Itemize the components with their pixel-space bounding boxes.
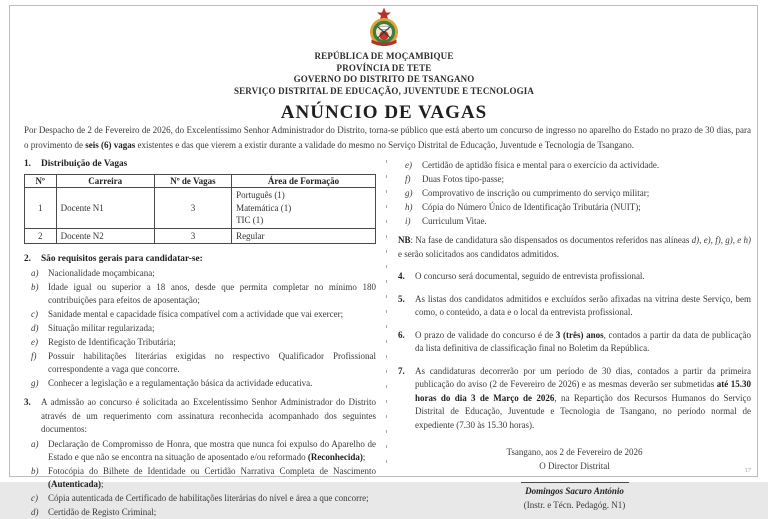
- table-header-row: [25, 175, 376, 188]
- cell-area: [232, 228, 376, 244]
- list-item: [24, 267, 376, 280]
- item-letter: f): [31, 351, 37, 361]
- item-text: Possuir habilitações literárias exigidas no respectivo Qualificador Profissional correspondente a vaga que concorre.: [48, 351, 376, 374]
- list-item: [24, 492, 376, 505]
- section-6-text-post: , contados a partir da data de publicação da lista definitiva de classificação final no Boletim da República.: [415, 329, 751, 353]
- section-4-text: O concurso será documental, seguido de entrevista profissional.: [415, 271, 645, 281]
- page-number: 17: [744, 467, 751, 474]
- section-7-text: [415, 365, 751, 433]
- cell-numero: 1: [25, 188, 57, 229]
- section-6-text-pre: O prazo de validade do concurso é de: [415, 329, 556, 340]
- org-line-republic: REPÚBLICA DE MOÇAMBIQUE: [314, 51, 454, 61]
- list-item: [398, 187, 751, 200]
- list-item: [24, 336, 376, 349]
- item-text: Duas Fotos tipo-passe;: [422, 174, 504, 184]
- section-7-number: 7.: [398, 365, 405, 376]
- item-letter: a): [31, 268, 39, 278]
- signature-name: Domingos Sacuro António: [525, 486, 624, 496]
- item-letter: a): [31, 438, 39, 449]
- item-letter: g): [31, 378, 39, 388]
- area-line: Regular: [236, 230, 265, 241]
- section-3-intro: A admissão ao concurso é solicitada ao Excelentíssimo Senhor Administrador do Distrito através de um requerimento com assinatura reconhecida acompanhado dos seguintes documentos:: [41, 397, 376, 434]
- item-text-bold: (Reconhecida): [307, 451, 363, 462]
- area-line: Matemática (1): [236, 202, 292, 213]
- item-text: Conhecer a legislação e a regulamentação básica da actividade educativa.: [48, 378, 313, 388]
- column-divider: [386, 160, 387, 470]
- signature-place-date: Tsangano, aos 2 de Fevereiro de 2026: [506, 447, 643, 457]
- section-5-number: 5.: [398, 293, 405, 304]
- document-title: ANÚNCIO DE VAGAS: [280, 102, 488, 123]
- mozambique-coat-of-arms-emblem: [367, 7, 401, 49]
- section-4-paragraph: [398, 270, 751, 284]
- section-1-title: Distribuição de Vagas: [41, 159, 128, 169]
- list-item: [24, 308, 376, 321]
- item-text: Sanidade mental e capacidade física compatível com a actividade que vai exercer;: [48, 309, 344, 319]
- item-text: Curriculum Vitae.: [422, 216, 487, 226]
- col-header-numero: Nº: [25, 175, 57, 188]
- list-item: [24, 281, 376, 307]
- section-2-title: São requisitos gerais para candidatar-se:: [41, 254, 203, 264]
- cell-vagas: 3: [154, 228, 231, 244]
- table-row: [25, 228, 376, 244]
- signature-role: O Director Distrital: [539, 461, 610, 471]
- item-letter: b): [31, 282, 39, 292]
- nb-note: [398, 234, 751, 261]
- item-text-run: Fotocópia do Bilhete de Identidade ou Certidão Narrativa Completa de Nascimento: [48, 465, 376, 476]
- section-7-text-pre: As candidaturas decorrerão por um período de 30 dias, contados a partir da primeira publicação do aviso (2 de Fevereiro de 2026) e as mesmas deverão ser submetidas: [415, 365, 751, 389]
- nb-text-post: e serão solicitados aos candidatos admitidos.: [398, 248, 559, 259]
- left-column: [24, 158, 376, 517]
- section-6-paragraph: [398, 329, 751, 356]
- section-2-number: 2.: [24, 254, 31, 264]
- item-letter: c): [31, 309, 38, 319]
- item-letter: f): [405, 174, 411, 184]
- cell-carreira: Docente N2: [56, 228, 154, 244]
- list-item: [24, 377, 376, 390]
- item-text-bold: (Autenticada): [48, 478, 101, 489]
- item-text: Comprovativo de inscrição ou cumprimento do serviço militar;: [422, 188, 650, 198]
- item-letter: b): [31, 465, 39, 476]
- section-6-text-bold: 3 (três) anos: [555, 329, 604, 340]
- intro-text-pre: Por Despacho de 2 de Fevereiro de 2026, do Excelentíssimo Senhor Administrador do Distrito, torna-se público que está aberto um concurso de ingresso no aparelho do Estado no prazo de 30 dias, para o provimento de: [24, 125, 751, 150]
- list-item: [24, 438, 376, 464]
- item-letter: c): [31, 492, 38, 503]
- section-3-paragraph: [24, 396, 376, 437]
- section-5-text: As listas dos candidatos admitidos e excluídos serão afixadas na vitrina deste Serviço, bem como, o conteúdo, a data e o local da entrevista profissional.: [415, 293, 751, 317]
- intro-text-bold: seis (6) vagas: [85, 139, 136, 150]
- section-3-number: 3.: [24, 397, 31, 407]
- list-item: [398, 201, 751, 214]
- area-line: TIC (1): [236, 215, 264, 225]
- nb-text-pre: : Na fase de candidatura são dispensados os documentos referidos nas alíneas: [410, 235, 692, 245]
- item-text-run: Declaração de Compromisso de Honra, que mostra que nunca foi expulso do Aparelho de Estado e que não se encontra na situação de aposentado e/ou reformado: [48, 438, 376, 462]
- item-text-tail: ;: [101, 478, 104, 489]
- item-text: Situação militar regularizada;: [48, 323, 155, 333]
- item-letter: h): [405, 202, 413, 212]
- item-letter: e): [405, 160, 412, 170]
- org-line-district: GOVERNO DO DISTRITO DE TSANGANO: [293, 74, 475, 84]
- item-letter: e): [31, 337, 38, 347]
- cell-numero: 2: [25, 228, 57, 244]
- list-item: [24, 350, 376, 376]
- item-text: [48, 465, 376, 491]
- nb-text-italic: d), e), f), g), e h): [691, 235, 751, 245]
- intro-text-post: existentes e das que vierem a existir durante a validade do mesmo no Serviço Distrital de Educação, Juventude e Tecnologia de Tsangano.: [135, 139, 634, 150]
- item-text: Cópia autenticada de Certificado de habilitações literárias do nível e área a que concorre;: [48, 492, 369, 503]
- section-7-text-post: , na Repartição dos Recursos Humanos do Serviço Distrital de Educação, Juventude e Tecnologia de Tsangano, no período normal de expediente (7.30 às 15.30 horas).: [415, 392, 751, 430]
- section-7-paragraph: [398, 365, 751, 433]
- table-row: [25, 188, 376, 229]
- section-2-heading: [24, 253, 376, 266]
- item-text: Nacionalidade moçambicana;: [48, 268, 155, 278]
- col-header-carreira: Carreira: [56, 175, 154, 188]
- item-text: Cópia do Número Único de Identificação Tributária (NUIT);: [422, 202, 641, 212]
- list-item: [24, 465, 376, 491]
- section-5-paragraph: [398, 293, 751, 320]
- area-line: Português (1): [236, 190, 285, 200]
- item-letter: d): [31, 323, 39, 333]
- list-item: [398, 159, 751, 172]
- section-6-number: 6.: [398, 329, 405, 340]
- item-letter: d): [31, 506, 39, 517]
- org-line-province: PROVÍNCIA DE TETE: [336, 62, 432, 73]
- cell-area: [232, 188, 376, 229]
- section-7-text-bold: até 15.30 horas do dia 3 de Março de 2026: [415, 379, 751, 403]
- item-text: Registo de Identificação Tributária;: [48, 337, 176, 347]
- section-6-text: [415, 329, 751, 356]
- col-header-area: Área de Formação: [232, 175, 376, 188]
- vacancy-table: [24, 174, 376, 244]
- nb-label: NB: [398, 235, 411, 245]
- item-text: [48, 438, 376, 464]
- signature-line: [521, 482, 629, 483]
- org-line-service: SERVIÇO DISTRITAL DE EDUCAÇÃO, JUVENTUDE E TECNOLOGIA: [233, 85, 535, 96]
- list-item: [398, 173, 751, 186]
- section-4-number: 4.: [398, 271, 405, 281]
- document-header: [0, 7, 768, 124]
- list-item: [24, 322, 376, 335]
- item-text: Certidão de aptidão física e mental para o exercício da actividade.: [422, 160, 660, 170]
- cell-vagas: 3: [154, 188, 231, 229]
- col-header-vagas: Nº de Vagas: [154, 175, 231, 188]
- signature-title: (Instr. e Técn. Pedagóg. N1): [523, 500, 626, 510]
- list-item: [24, 506, 376, 519]
- item-text-tail: ;: [362, 451, 366, 462]
- list-item: [398, 215, 751, 228]
- signature-block: [398, 445, 751, 512]
- item-text: Certidão de Registo Criminal;: [48, 506, 157, 517]
- cell-carreira: Docente N1: [56, 188, 154, 229]
- section-1-heading: [24, 158, 376, 171]
- item-letter: g): [405, 188, 413, 198]
- section-1-number: 1.: [24, 159, 31, 169]
- item-text: Idade igual ou superior a 18 anos, desde que permita completar no mínimo 180 contribuições para efeitos de aposentação;: [48, 282, 376, 305]
- intro-paragraph: [24, 123, 751, 152]
- item-letter: i): [405, 216, 411, 226]
